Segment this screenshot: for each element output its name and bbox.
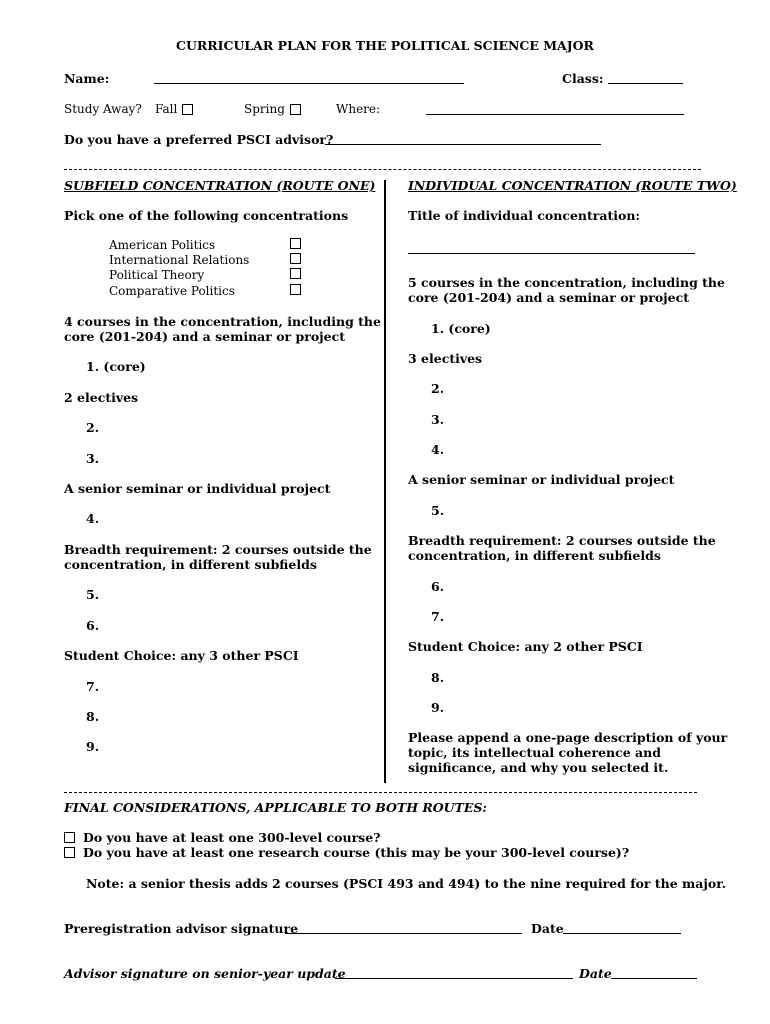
prereg-date-label: Date bbox=[531, 921, 564, 936]
route-one-item-1: 1. (core) bbox=[86, 359, 146, 374]
route-two-courses-text: 5 courses in the concentration, including the bbox=[408, 275, 725, 290]
route-two-append-text-3: significance, and why you selected it. bbox=[408, 760, 669, 775]
update-date-label: Date bbox=[579, 966, 612, 981]
bottom-divider bbox=[64, 792, 697, 793]
study-away-label: Study Away? bbox=[64, 102, 142, 116]
route-two-heading: INDIVIDUAL CONCENTRATION (ROUTE TWO) bbox=[408, 178, 737, 193]
concentration-title-field[interactable] bbox=[408, 253, 695, 254]
political-theory-checkbox[interactable] bbox=[290, 268, 301, 279]
route-one-seminar-label: A senior seminar or individual project bbox=[64, 481, 331, 496]
update-date-field[interactable] bbox=[611, 978, 697, 979]
route-one-item-8: 8. bbox=[86, 709, 100, 724]
route-two-electives-label: 3 electives bbox=[408, 351, 483, 366]
american-politics-checkbox[interactable] bbox=[290, 238, 301, 249]
advisor-question: Do you have a preferred PSCI advisor? bbox=[64, 132, 334, 147]
route-one-choice-label: Student Choice: any 3 other PSCI bbox=[64, 648, 299, 663]
route-one-breadth-text: Breadth requirement: 2 courses outside the bbox=[64, 542, 372, 557]
class-field[interactable] bbox=[608, 83, 683, 84]
route-one-item-9: 9. bbox=[86, 739, 100, 754]
advisor-field[interactable] bbox=[325, 144, 601, 145]
route-two-item-9: 9. bbox=[431, 700, 445, 715]
concentration-option: Comparative Politics bbox=[109, 284, 235, 298]
route-one-item-2: 2. bbox=[86, 420, 100, 435]
research-course-question: Do you have at least one research course (this may be your 300-level course)? bbox=[83, 845, 630, 860]
route-two-item-6: 6. bbox=[431, 579, 445, 594]
route-one-item-6: 6. bbox=[86, 618, 100, 633]
300-level-question: Do you have at least one 300-level course? bbox=[83, 830, 381, 845]
route-two-item-2: 2. bbox=[431, 381, 445, 396]
fall-checkbox[interactable] bbox=[182, 104, 193, 115]
concentration-option: Political Theory bbox=[109, 268, 205, 282]
route-two-item-4: 4. bbox=[431, 442, 445, 457]
route-one-item-4: 4. bbox=[86, 511, 100, 526]
route-two-item-8: 8. bbox=[431, 670, 445, 685]
concentration-option: International Relations bbox=[109, 253, 250, 267]
concentration-option: American Politics bbox=[109, 238, 216, 252]
route-one-electives-label: 2 electives bbox=[64, 390, 139, 405]
route-two-item-7: 7. bbox=[431, 609, 445, 624]
where-label: Where: bbox=[336, 102, 381, 116]
route-one-item-3: 3. bbox=[86, 451, 100, 466]
300-level-checkbox[interactable] bbox=[64, 832, 75, 843]
route-one-courses-text: 4 courses in the concentration, including the bbox=[64, 314, 381, 329]
page-title: CURRICULAR PLAN FOR THE POLITICAL SCIENCE MAJOR bbox=[176, 38, 594, 53]
route-two-append-text: Please append a one-page description of your bbox=[408, 730, 728, 745]
column-divider bbox=[384, 180, 386, 783]
route-two-title-label: Title of individual concentration: bbox=[408, 208, 641, 223]
spring-label: Spring bbox=[244, 102, 285, 116]
route-two-choice-label: Student Choice: any 2 other PSCI bbox=[408, 639, 643, 654]
route-two-item-3: 3. bbox=[431, 412, 445, 427]
name-label: Name: bbox=[64, 71, 110, 86]
route-two-item-5: 5. bbox=[431, 503, 445, 518]
route-two-append-text-2: topic, its intellectual coherence and bbox=[408, 745, 661, 760]
route-two-seminar-label: A senior seminar or individual project bbox=[408, 472, 675, 487]
update-signature-field[interactable] bbox=[335, 978, 573, 979]
international-relations-checkbox[interactable] bbox=[290, 253, 301, 264]
research-course-checkbox[interactable] bbox=[64, 847, 75, 858]
name-field[interactable] bbox=[154, 83, 464, 84]
final-heading: FINAL CONSIDERATIONS, APPLICABLE TO BOTH ROUTES: bbox=[64, 800, 487, 815]
prereg-signature-label: Preregistration advisor signature bbox=[64, 921, 299, 936]
route-one-item-7: 7. bbox=[86, 679, 100, 694]
senior-thesis-note: Note: a senior thesis adds 2 courses (PSCI 493 and 494) to the nine required for the major. bbox=[86, 876, 726, 891]
route-two-breadth-text: Breadth requirement: 2 courses outside the bbox=[408, 533, 716, 548]
fall-label: Fall bbox=[155, 102, 178, 116]
route-one-item-5: 5. bbox=[86, 587, 100, 602]
route-two-item-1: 1. (core) bbox=[431, 321, 491, 336]
route-one-pick-label: Pick one of the following concentrations bbox=[64, 208, 349, 223]
spring-checkbox[interactable] bbox=[290, 104, 301, 115]
route-one-courses-text-2: core (201-204) and a seminar or project bbox=[64, 329, 346, 344]
prereg-signature-field[interactable] bbox=[285, 933, 522, 934]
comparative-politics-checkbox[interactable] bbox=[290, 284, 301, 295]
route-two-breadth-text-2: concentration, in different subfields bbox=[408, 548, 661, 563]
route-one-heading: SUBFIELD CONCENTRATION (ROUTE ONE) bbox=[64, 178, 376, 193]
route-one-breadth-text-2: concentration, in different subfields bbox=[64, 557, 317, 572]
top-divider bbox=[64, 169, 701, 170]
route-two-courses-text-2: core (201-204) and a seminar or project bbox=[408, 290, 690, 305]
update-signature-label: Advisor signature on senior-year update bbox=[64, 966, 346, 981]
where-field[interactable] bbox=[426, 114, 684, 115]
class-label: Class: bbox=[562, 71, 604, 86]
prereg-date-field[interactable] bbox=[563, 933, 681, 934]
